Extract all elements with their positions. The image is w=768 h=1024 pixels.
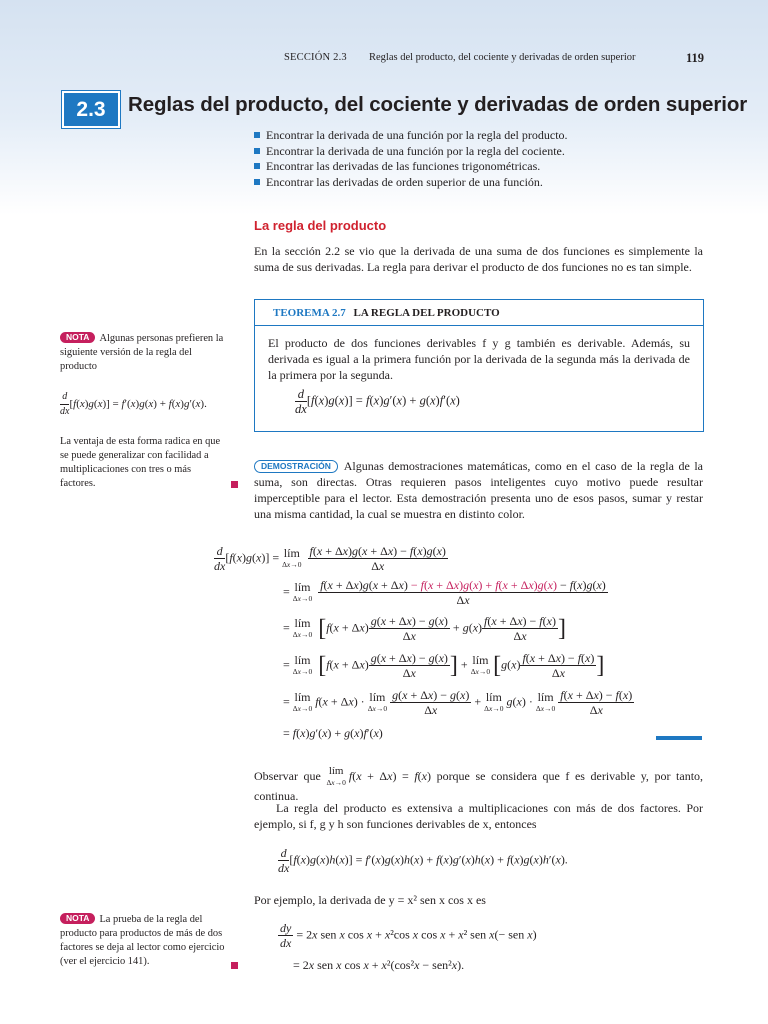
proof-line-4: = lím Δx→0 [f(x + Δx) $\frac{g(x + \Delta x) - g(x)}{\Delta x}$ ] + lím Δx→0 [g(x) $\frac{f(x + \Delta x) - f(x)}{\Delta x}$ ] [283, 651, 605, 680]
objectives-list [254, 128, 568, 191]
section-title: Reglas del producto, del cociente y derivadas de orden superior [128, 93, 748, 116]
objective-item: Encontrar las derivadas de orden superior de una función. [254, 175, 568, 191]
side-note-1-text2: La ventaja de esta forma radica en que se puede generalizar con facilidad a multiplicaciones con tres o más factores. [60, 436, 221, 489]
side-note-1-text: Algunas personas prefieren la siguiente versión de la regla del producto [60, 333, 224, 372]
theorem-box [254, 299, 704, 432]
demonstration-text: Algunas demostraciones matemáticas, como en el caso de la regla de la suma, son directas. Otras requieren pasos inteligentes cuyo motivo puede resultar imperceptible para el lector. Esta demostración presenta uno de esos pasos, sumar y restar una misma cantidad, la cual se muestra en distinto color. [254, 459, 703, 521]
demonstration-paragraph [254, 458, 703, 522]
objective-item: Encontrar la derivada de una función por la regla del cociente. [254, 144, 568, 160]
theorem-header [255, 300, 703, 326]
example-intro: Por ejemplo, la derivada de y = x² sen x cos x es [254, 893, 486, 907]
proof-line-3: = lím Δx→0 [f(x + Δx) $\frac{g(x + \Delta x) - g(x)}{\Delta x}$ + g(x) $\frac{f(x + \Delta x) - f(x)}{\Delta x}$ ] [283, 614, 566, 643]
three-factor-formula: $\frac{d}{dx}$ [f(x)g(x)h(x)] = f′(x)g(x)h(x) + f(x)g′(x)h(x) + f(x)g(x)h′(x). [278, 846, 568, 875]
note-tag: NOTA [60, 332, 95, 343]
theorem-statement: El producto de dos funciones derivables f y g también es derivable. Además, su derivada es igual a la primera función por la derivada de la segunda más la derivada de la primera por la segunda. [268, 336, 690, 382]
theorem-number: TEOREMA 2.7 [273, 307, 346, 319]
example-line-1: $\frac{dy}{dx}$ = 2x sen x cos x + x²cos x cos x + x² sen x(− sen x) [280, 921, 537, 950]
running-head-section: SECCIÓN 2.3 [284, 52, 347, 63]
proof-line-1: $\frac{d}{dx}$ [f(x)g(x)] = lím Δx→0 $\frac{f(x + \Delta x)g(x + \Delta x) - f(x)g(x)}{\Delta x}$ [214, 544, 446, 573]
note-tag: NOTA [60, 913, 95, 924]
proof-line-5: = lím Δx→0 f(x + Δx) · lím Δx→0 $\frac{g(x + \Delta x) - g(x)}{\Delta x}$ + lím Δx→0 g(x) · lím Δx→0 $\frac{f(x + \Delta x) - f(x)}{\Delta x}$ [283, 688, 633, 717]
proof-line-2: = lím Δx→0 f(x + Δx)g(x + Δx) − f(x + Δx)g(x) + f(x + Δx)g(x) − f(x)g(x) Δx [283, 578, 606, 607]
running-head-title: Reglas del producto, del cociente y derivadas de orden superior [369, 52, 636, 63]
extension-paragraph: La regla del producto es extensiva a multiplicaciones con más de dos factores. Por ejemplo, si f, g y h son funciones derivables de x, entonces [254, 801, 703, 831]
observe-prefix: Observar que [254, 768, 321, 783]
objective-item: Encontrar la derivada de una función por la regla del producto. [254, 128, 568, 144]
section-number-box: 2.3 [62, 91, 120, 128]
intro-paragraph: En la sección 2.2 se vio que la derivada de una suma de dos funciones es simplemente la suma de sus derivadas. La regla para derivar el producto de dos funciones no es tan simple. [254, 244, 703, 274]
theorem-name: LA REGLA DEL PRODUCTO [353, 307, 500, 319]
side-note-2 [60, 913, 228, 969]
observe-paragraph: Observar que lím Δx→0 f(x + Δx) = f(x) porque se considera que f es derivable y, por tanto, continua. [254, 765, 704, 803]
side-note-1-formula: $\frac{d}{dx}$ [f(x)g(x)] = f′(x)g(x) + f(x)g′(x). [60, 391, 207, 417]
objective-item: Encontrar las derivadas de las funciones trigonométricas. [254, 159, 568, 175]
side-note-2-text: La prueba de la regla del producto para productos de más de dos factores se deja al lector como ejercicio (ver el ejercicio 141). [60, 914, 225, 967]
theorem-formula: $\frac{d}{dx}$ [f(x)g(x)] = f(x)g′(x) + g(x)f′(x) [295, 387, 460, 416]
subheading: La regla del producto [254, 218, 387, 233]
proof-end-bar [656, 736, 702, 740]
end-mark [231, 481, 238, 488]
end-mark [231, 962, 238, 969]
observe-suffix: porque se considera que f es derivable y, por tanto, continua. [254, 768, 704, 803]
side-note-1 [60, 332, 228, 491]
demonstration-tag: DEMOSTRACIÓN [254, 460, 338, 473]
page-number: 119 [685, 51, 704, 65]
example-line-2: = 2x sen x cos x + x²(cos²x − sen²x). [293, 958, 465, 972]
proof-line-6: = f(x)g′(x) + g(x)f′(x) [283, 726, 383, 740]
